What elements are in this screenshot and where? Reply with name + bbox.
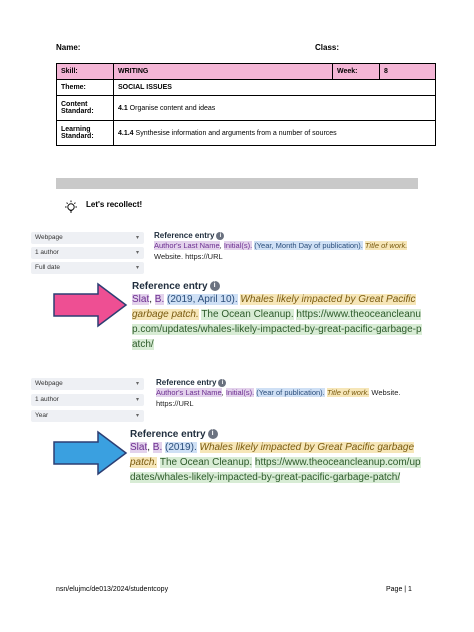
template-separator: , bbox=[221, 388, 226, 397]
source-type-select[interactable] bbox=[31, 378, 144, 390]
learning-standard-label: Learning Standard: bbox=[57, 121, 114, 146]
content-standard-row bbox=[57, 96, 436, 121]
name-label: Name: bbox=[56, 43, 81, 52]
date-format-select[interactable] bbox=[31, 410, 144, 422]
entry-author: Slat bbox=[132, 294, 150, 305]
chevron-down-icon: ▾ bbox=[135, 250, 139, 256]
reference-example-1 bbox=[132, 281, 422, 352]
lesson-info-table bbox=[56, 63, 436, 146]
content-standard-label: Content Standard: bbox=[57, 96, 114, 121]
template-author: Author's Last Name bbox=[156, 388, 222, 397]
reference-entry-title bbox=[130, 429, 422, 440]
theme-row bbox=[57, 80, 436, 96]
chevron-down-icon: ▾ bbox=[135, 235, 139, 241]
footer-document-code: nsn/elujmc/de013/2024/studentcopy bbox=[56, 586, 169, 593]
reference-entry-title bbox=[154, 231, 420, 240]
entry-title: Whales likely impacted by Great Pacific garbage patch. bbox=[132, 294, 416, 320]
entry-url[interactable]: https://www.theoceancleanup.com/updates/whales-likely-impacted-by-great-pacific-garbage-patch/ bbox=[130, 457, 421, 483]
entry-title: Whales likely impacted by Great Pacific garbage patch. bbox=[130, 442, 415, 468]
select-value: Year bbox=[35, 412, 49, 419]
section-divider-bar bbox=[56, 178, 418, 189]
reference-entry-label: Reference entry bbox=[132, 281, 208, 292]
skill-label: Skill: bbox=[57, 64, 114, 80]
entry-site: The Ocean Cleanup. bbox=[159, 457, 253, 468]
entry-site: The Ocean Cleanup. bbox=[201, 309, 294, 320]
info-icon[interactable]: i bbox=[216, 232, 224, 240]
class-label: Class: bbox=[315, 43, 340, 52]
skill-row bbox=[57, 64, 436, 80]
chevron-down-icon: ▾ bbox=[135, 265, 139, 271]
template-url: https://URL bbox=[156, 399, 194, 408]
content-standard-number: 4.1 bbox=[118, 104, 128, 112]
week-value: 8 bbox=[380, 64, 436, 80]
template-text bbox=[154, 240, 420, 262]
template-title: Title of work. bbox=[326, 388, 370, 397]
template-title: Title of work. bbox=[364, 241, 408, 250]
reference-entry-label: Reference entry bbox=[154, 231, 215, 240]
template-date: (Year of publication). bbox=[256, 388, 325, 397]
author-count-select[interactable] bbox=[31, 247, 144, 259]
learning-standard-number: 4.1.4 bbox=[118, 129, 134, 137]
author-count-select[interactable] bbox=[31, 394, 144, 406]
reference-entry-label: Reference entry bbox=[130, 429, 206, 440]
entry-author: Slat bbox=[130, 442, 148, 453]
theme-label: Theme: bbox=[57, 80, 114, 96]
reference-example-2 bbox=[130, 429, 422, 485]
date-format-select[interactable] bbox=[31, 262, 144, 274]
select-value: Webpage bbox=[35, 234, 63, 241]
learning-standard-text: Synthesise information and arguments from a number of sources bbox=[133, 129, 337, 137]
template-initials: Initial(s). bbox=[223, 241, 253, 250]
arrow-right-icon bbox=[52, 430, 128, 476]
lightbulb-icon bbox=[63, 199, 79, 215]
template-separator: , bbox=[219, 241, 224, 250]
template-website: Website. bbox=[371, 388, 401, 397]
theme-value: SOCIAL ISSUES bbox=[114, 80, 436, 96]
info-icon[interactable]: i bbox=[208, 429, 218, 439]
learning-standard-row bbox=[57, 121, 436, 146]
reference-entry-label: Reference entry bbox=[156, 378, 217, 387]
entry-initials: B. bbox=[152, 442, 163, 453]
entry-date: (2019, April 10). bbox=[167, 294, 238, 305]
content-standard-value bbox=[114, 96, 436, 121]
reference-entry-title bbox=[132, 281, 422, 292]
template-website: Website. bbox=[154, 252, 184, 261]
chevron-down-icon: ▾ bbox=[135, 413, 139, 419]
info-icon[interactable]: i bbox=[210, 281, 220, 291]
select-value: 1 author bbox=[35, 249, 59, 256]
select-value: 1 author bbox=[35, 396, 59, 403]
chevron-down-icon: ▾ bbox=[135, 397, 139, 403]
learning-standard-value bbox=[114, 121, 436, 146]
reference-entry-text bbox=[130, 440, 422, 485]
entry-separator: , bbox=[149, 294, 155, 305]
template-date: (Year, Month Day of publication). bbox=[254, 241, 363, 250]
entry-initials: B. bbox=[154, 294, 165, 305]
entry-url[interactable]: https://www.theoceancleanup.com/updates/whales-likely-impacted-by-great-pacific-garbage-patch/ bbox=[132, 309, 422, 350]
skill-value: WRITING bbox=[114, 64, 333, 80]
select-value: Full date bbox=[35, 264, 60, 271]
arrow-right-icon bbox=[52, 282, 128, 328]
info-icon[interactable]: i bbox=[218, 379, 226, 387]
source-type-select[interactable] bbox=[31, 232, 144, 244]
footer-page-number: Page | 1 bbox=[386, 586, 412, 593]
reference-entry-title bbox=[156, 378, 422, 387]
reference-template-2 bbox=[156, 378, 422, 409]
reference-entry-text bbox=[132, 292, 422, 352]
content-standard-text: Organise content and ideas bbox=[127, 104, 216, 112]
week-label: Week: bbox=[333, 64, 380, 80]
select-value: Webpage bbox=[35, 380, 63, 387]
template-initials: Initial(s). bbox=[225, 388, 255, 397]
reference-template-1 bbox=[154, 231, 420, 262]
entry-date: (2019). bbox=[165, 442, 197, 453]
entry-separator: , bbox=[147, 442, 153, 453]
template-text bbox=[156, 387, 422, 409]
template-author: Author's Last Name bbox=[154, 241, 220, 250]
recollect-heading: Let's recollect! bbox=[86, 200, 143, 209]
template-url: https://URL bbox=[185, 252, 223, 261]
chevron-down-icon: ▾ bbox=[135, 381, 139, 387]
